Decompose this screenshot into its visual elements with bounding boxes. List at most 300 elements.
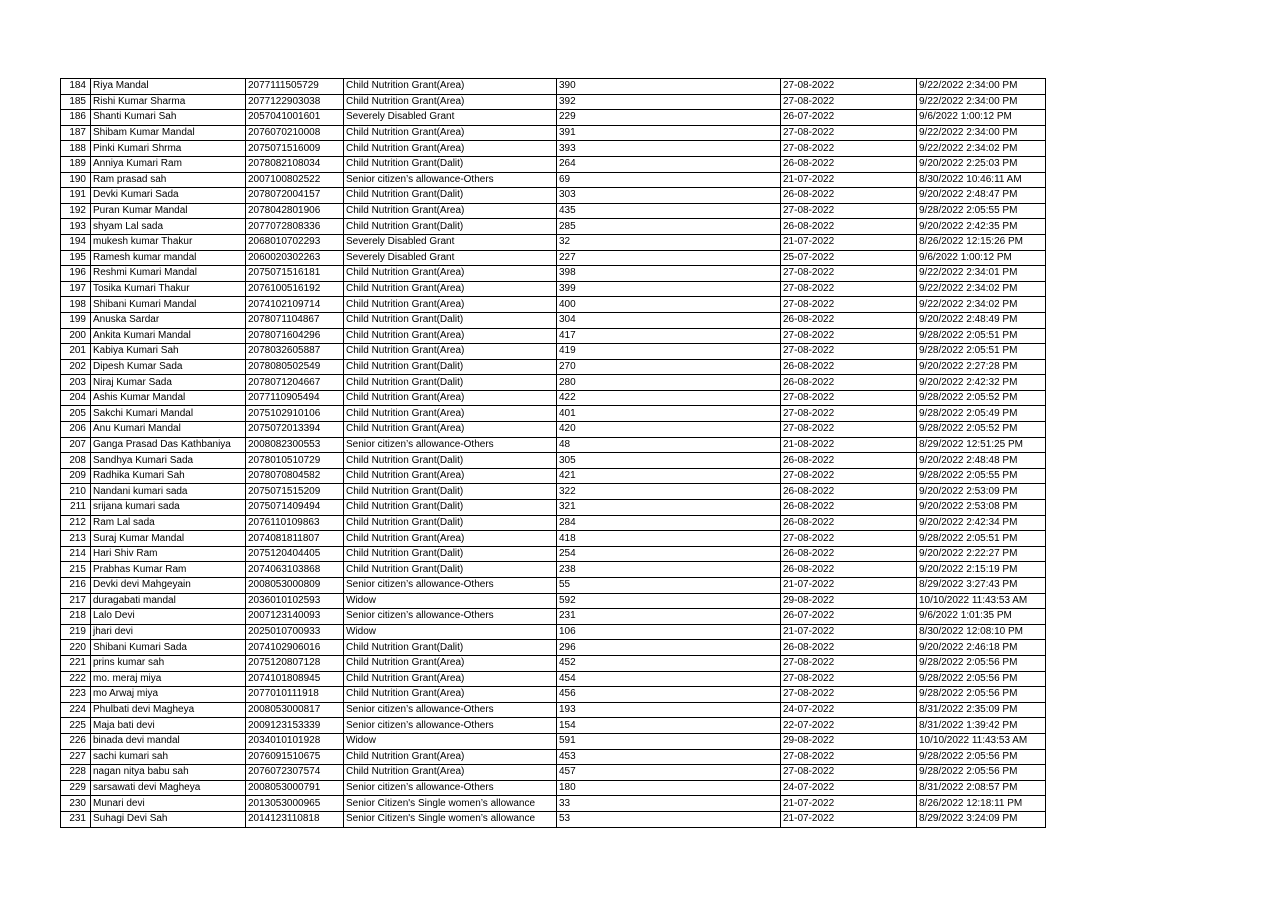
program-cell: Child Nutrition Grant(Area): [344, 141, 557, 157]
timestamp-cell: 10/10/2022 11:43:53 AM: [917, 733, 1046, 749]
program-cell: Child Nutrition Grant(Area): [344, 297, 557, 313]
serial-number-cell: 222: [61, 671, 91, 687]
amount-cell: 422: [557, 390, 781, 406]
amount-cell: 392: [557, 94, 781, 110]
id-number-cell: 2074102109714: [246, 297, 344, 313]
name-cell: Suraj Kumar Mandal: [91, 531, 246, 547]
id-number-cell: 2076110109863: [246, 515, 344, 531]
program-cell: Child Nutrition Grant(Area): [344, 749, 557, 765]
timestamp-cell: 9/28/2022 2:05:56 PM: [917, 655, 1046, 671]
table-row: [61, 110, 1046, 126]
name-cell: Anuska Sardar: [91, 312, 246, 328]
timestamp-cell: 9/28/2022 2:05:56 PM: [917, 765, 1046, 781]
name-cell: Ashis Kumar Mandal: [91, 390, 246, 406]
timestamp-cell: 9/22/2022 2:34:00 PM: [917, 79, 1046, 95]
amount-cell: 227: [557, 250, 781, 266]
program-cell: Child Nutrition Grant(Area): [344, 687, 557, 703]
table-row: [61, 765, 1046, 781]
id-number-cell: 2075120807128: [246, 655, 344, 671]
serial-number-cell: 202: [61, 359, 91, 375]
data-table: [60, 78, 1046, 828]
name-cell: Shibani Kumari Mandal: [91, 297, 246, 313]
program-cell: Senior citizen’s allowance-Others: [344, 437, 557, 453]
serial-number-cell: 208: [61, 453, 91, 469]
serial-number-cell: 225: [61, 718, 91, 734]
serial-number-cell: 189: [61, 156, 91, 172]
table-row: [61, 312, 1046, 328]
name-cell: Phulbati devi Magheya: [91, 702, 246, 718]
table-body: [61, 79, 1046, 828]
amount-cell: 48: [557, 437, 781, 453]
table-row: [61, 406, 1046, 422]
serial-number-cell: 231: [61, 811, 91, 827]
name-cell: Shanti Kumari Sah: [91, 110, 246, 126]
serial-number-cell: 197: [61, 281, 91, 297]
amount-cell: 321: [557, 500, 781, 516]
table-row: [61, 297, 1046, 313]
program-cell: Widow: [344, 624, 557, 640]
timestamp-cell: 8/29/2022 3:24:09 PM: [917, 811, 1046, 827]
serial-number-cell: 203: [61, 375, 91, 391]
timestamp-cell: 9/20/2022 2:46:18 PM: [917, 640, 1046, 656]
table-row: [61, 749, 1046, 765]
name-cell: mo. meraj miya: [91, 671, 246, 687]
program-cell: Senior citizen’s allowance-Others: [344, 609, 557, 625]
name-cell: Radhika Kumari Sah: [91, 468, 246, 484]
date-cell: 27-08-2022: [781, 671, 917, 687]
timestamp-cell: 8/30/2022 10:46:11 AM: [917, 172, 1046, 188]
date-cell: 26-08-2022: [781, 359, 917, 375]
table-row: [61, 453, 1046, 469]
date-cell: 27-08-2022: [781, 655, 917, 671]
name-cell: Ram Lal sada: [91, 515, 246, 531]
timestamp-cell: 9/22/2022 2:34:00 PM: [917, 125, 1046, 141]
name-cell: Dipesh Kumar Sada: [91, 359, 246, 375]
program-cell: Child Nutrition Grant(Dalit): [344, 515, 557, 531]
amount-cell: 453: [557, 749, 781, 765]
timestamp-cell: 8/30/2022 12:08:10 PM: [917, 624, 1046, 640]
amount-cell: 33: [557, 796, 781, 812]
name-cell: Shibam Kumar Mandal: [91, 125, 246, 141]
name-cell: mukesh kumar Thakur: [91, 234, 246, 250]
program-cell: Child Nutrition Grant(Area): [344, 671, 557, 687]
program-cell: Child Nutrition Grant(Area): [344, 344, 557, 360]
name-cell: Puran Kumar Mandal: [91, 203, 246, 219]
program-cell: Child Nutrition Grant(Dalit): [344, 453, 557, 469]
serial-number-cell: 200: [61, 328, 91, 344]
program-cell: Senior citizen’s allowance-Others: [344, 718, 557, 734]
serial-number-cell: 212: [61, 515, 91, 531]
id-number-cell: 2008053000809: [246, 578, 344, 594]
table-row: [61, 250, 1046, 266]
date-cell: 26-08-2022: [781, 546, 917, 562]
amount-cell: 264: [557, 156, 781, 172]
id-number-cell: 2007123140093: [246, 609, 344, 625]
table-row: [61, 578, 1046, 594]
timestamp-cell: 9/20/2022 2:48:47 PM: [917, 188, 1046, 204]
id-number-cell: 2014123110818: [246, 811, 344, 827]
program-cell: Senior citizen’s allowance-Others: [344, 172, 557, 188]
name-cell: jhari devi: [91, 624, 246, 640]
date-cell: 26-08-2022: [781, 188, 917, 204]
date-cell: 26-08-2022: [781, 515, 917, 531]
date-cell: 21-07-2022: [781, 578, 917, 594]
name-cell: Hari Shiv Ram: [91, 546, 246, 562]
amount-cell: 270: [557, 359, 781, 375]
date-cell: 24-07-2022: [781, 780, 917, 796]
id-number-cell: 2008082300553: [246, 437, 344, 453]
amount-cell: 303: [557, 188, 781, 204]
name-cell: binada devi mandal: [91, 733, 246, 749]
serial-number-cell: 207: [61, 437, 91, 453]
id-number-cell: 2078071204667: [246, 375, 344, 391]
amount-cell: 391: [557, 125, 781, 141]
table-row: [61, 141, 1046, 157]
amount-cell: 421: [557, 468, 781, 484]
table-row: [61, 266, 1046, 282]
table-row: [61, 484, 1046, 500]
id-number-cell: 2068010702293: [246, 234, 344, 250]
timestamp-cell: 9/28/2022 2:05:56 PM: [917, 687, 1046, 703]
amount-cell: 285: [557, 219, 781, 235]
table-row: [61, 609, 1046, 625]
date-cell: 27-08-2022: [781, 406, 917, 422]
table-row: [61, 359, 1046, 375]
serial-number-cell: 205: [61, 406, 91, 422]
name-cell: duragabati mandal: [91, 593, 246, 609]
name-cell: Kabiya Kumari Sah: [91, 344, 246, 360]
serial-number-cell: 224: [61, 702, 91, 718]
program-cell: Child Nutrition Grant(Area): [344, 266, 557, 282]
name-cell: Reshmi Kumari Mandal: [91, 266, 246, 282]
timestamp-cell: 9/28/2022 2:05:55 PM: [917, 468, 1046, 484]
amount-cell: 280: [557, 375, 781, 391]
date-cell: 26-08-2022: [781, 375, 917, 391]
program-cell: Child Nutrition Grant(Area): [344, 94, 557, 110]
amount-cell: 457: [557, 765, 781, 781]
serial-number-cell: 228: [61, 765, 91, 781]
id-number-cell: 2077072808336: [246, 219, 344, 235]
amount-cell: 417: [557, 328, 781, 344]
serial-number-cell: 198: [61, 297, 91, 313]
date-cell: 27-08-2022: [781, 687, 917, 703]
serial-number-cell: 185: [61, 94, 91, 110]
date-cell: 27-08-2022: [781, 141, 917, 157]
program-cell: Child Nutrition Grant(Dalit): [344, 156, 557, 172]
serial-number-cell: 188: [61, 141, 91, 157]
id-number-cell: 2078042801906: [246, 203, 344, 219]
date-cell: 21-07-2022: [781, 624, 917, 640]
amount-cell: 322: [557, 484, 781, 500]
serial-number-cell: 209: [61, 468, 91, 484]
id-number-cell: 2078080502549: [246, 359, 344, 375]
name-cell: Suhagi Devi Sah: [91, 811, 246, 827]
program-cell: Child Nutrition Grant(Area): [344, 328, 557, 344]
timestamp-cell: 9/28/2022 2:05:49 PM: [917, 406, 1046, 422]
date-cell: 21-07-2022: [781, 811, 917, 827]
amount-cell: 400: [557, 297, 781, 313]
id-number-cell: 2074101808945: [246, 671, 344, 687]
id-number-cell: 2074102906016: [246, 640, 344, 656]
timestamp-cell: 9/20/2022 2:27:28 PM: [917, 359, 1046, 375]
table-row: [61, 640, 1046, 656]
timestamp-cell: 9/20/2022 2:25:03 PM: [917, 156, 1046, 172]
id-number-cell: 2076072307574: [246, 765, 344, 781]
name-cell: Ankita Kumari Mandal: [91, 328, 246, 344]
amount-cell: 69: [557, 172, 781, 188]
program-cell: Child Nutrition Grant(Area): [344, 468, 557, 484]
program-cell: Severely Disabled Grant: [344, 250, 557, 266]
date-cell: 21-08-2022: [781, 437, 917, 453]
id-number-cell: 2075071515209: [246, 484, 344, 500]
date-cell: 26-08-2022: [781, 219, 917, 235]
table-row: [61, 546, 1046, 562]
amount-cell: 53: [557, 811, 781, 827]
amount-cell: 32: [557, 234, 781, 250]
amount-cell: 55: [557, 578, 781, 594]
date-cell: 27-08-2022: [781, 94, 917, 110]
serial-number-cell: 206: [61, 422, 91, 438]
id-number-cell: 2077110905494: [246, 390, 344, 406]
date-cell: 27-08-2022: [781, 328, 917, 344]
date-cell: 26-08-2022: [781, 156, 917, 172]
table-row: [61, 172, 1046, 188]
id-number-cell: 2060020302263: [246, 250, 344, 266]
serial-number-cell: 191: [61, 188, 91, 204]
program-cell: Child Nutrition Grant(Dalit): [344, 546, 557, 562]
serial-number-cell: 192: [61, 203, 91, 219]
serial-number-cell: 187: [61, 125, 91, 141]
amount-cell: 435: [557, 203, 781, 219]
program-cell: Senior Citizen's Single women’s allowance: [344, 796, 557, 812]
id-number-cell: 2078082108034: [246, 156, 344, 172]
id-number-cell: 2075120404405: [246, 546, 344, 562]
program-cell: Child Nutrition Grant(Dalit): [344, 219, 557, 235]
serial-number-cell: 193: [61, 219, 91, 235]
amount-cell: 254: [557, 546, 781, 562]
program-cell: Child Nutrition Grant(Area): [344, 531, 557, 547]
serial-number-cell: 216: [61, 578, 91, 594]
timestamp-cell: 8/31/2022 2:08:57 PM: [917, 780, 1046, 796]
id-number-cell: 2077122903038: [246, 94, 344, 110]
table-row: [61, 531, 1046, 547]
table-row: [61, 562, 1046, 578]
timestamp-cell: 9/28/2022 2:05:52 PM: [917, 422, 1046, 438]
date-cell: 27-08-2022: [781, 344, 917, 360]
id-number-cell: 2078071604296: [246, 328, 344, 344]
amount-cell: 420: [557, 422, 781, 438]
date-cell: 27-08-2022: [781, 531, 917, 547]
date-cell: 27-08-2022: [781, 749, 917, 765]
table-row: [61, 281, 1046, 297]
timestamp-cell: 9/20/2022 2:42:35 PM: [917, 219, 1046, 235]
id-number-cell: 2076070210008: [246, 125, 344, 141]
date-cell: 26-07-2022: [781, 110, 917, 126]
timestamp-cell: 9/6/2022 1:00:12 PM: [917, 110, 1046, 126]
amount-cell: 452: [557, 655, 781, 671]
serial-number-cell: 211: [61, 500, 91, 516]
date-cell: 26-08-2022: [781, 640, 917, 656]
id-number-cell: 2013053000965: [246, 796, 344, 812]
table-row: [61, 780, 1046, 796]
amount-cell: 304: [557, 312, 781, 328]
program-cell: Child Nutrition Grant(Dalit): [344, 562, 557, 578]
table-row: [61, 203, 1046, 219]
amount-cell: 399: [557, 281, 781, 297]
serial-number-cell: 219: [61, 624, 91, 640]
id-number-cell: 2036010102593: [246, 593, 344, 609]
timestamp-cell: 9/20/2022 2:53:08 PM: [917, 500, 1046, 516]
timestamp-cell: 9/28/2022 2:05:51 PM: [917, 344, 1046, 360]
program-cell: Severely Disabled Grant: [344, 110, 557, 126]
table-row: [61, 156, 1046, 172]
id-number-cell: 2007100802522: [246, 172, 344, 188]
timestamp-cell: 9/28/2022 2:05:51 PM: [917, 328, 1046, 344]
program-cell: Senior citizen’s allowance-Others: [344, 780, 557, 796]
amount-cell: 193: [557, 702, 781, 718]
id-number-cell: 2008053000791: [246, 780, 344, 796]
date-cell: 27-08-2022: [781, 125, 917, 141]
program-cell: Child Nutrition Grant(Area): [344, 406, 557, 422]
id-number-cell: 2075071516181: [246, 266, 344, 282]
date-cell: 26-08-2022: [781, 453, 917, 469]
id-number-cell: 2076091510675: [246, 749, 344, 765]
serial-number-cell: 184: [61, 79, 91, 95]
timestamp-cell: 8/31/2022 2:35:09 PM: [917, 702, 1046, 718]
amount-cell: 284: [557, 515, 781, 531]
id-number-cell: 2074063103868: [246, 562, 344, 578]
name-cell: Pinki Kumari Shrma: [91, 141, 246, 157]
timestamp-cell: 9/28/2022 2:05:55 PM: [917, 203, 1046, 219]
name-cell: nagan nitya babu sah: [91, 765, 246, 781]
name-cell: Ganga Prasad Das Kathbaniya: [91, 437, 246, 453]
serial-number-cell: 201: [61, 344, 91, 360]
table-row: [61, 811, 1046, 827]
name-cell: sarsawati devi Magheya: [91, 780, 246, 796]
name-cell: Nandani kumari sada: [91, 484, 246, 500]
name-cell: Rishi Kumar Sharma: [91, 94, 246, 110]
id-number-cell: 2078071104867: [246, 312, 344, 328]
id-number-cell: 2075071409494: [246, 500, 344, 516]
program-cell: Senior citizen’s allowance-Others: [344, 702, 557, 718]
id-number-cell: 2078032605887: [246, 344, 344, 360]
timestamp-cell: 9/22/2022 2:34:01 PM: [917, 266, 1046, 282]
timestamp-cell: 9/28/2022 2:05:56 PM: [917, 749, 1046, 765]
timestamp-cell: 9/22/2022 2:34:02 PM: [917, 281, 1046, 297]
id-number-cell: 2075072013394: [246, 422, 344, 438]
timestamp-cell: 9/20/2022 2:48:49 PM: [917, 312, 1046, 328]
serial-number-cell: 199: [61, 312, 91, 328]
program-cell: Child Nutrition Grant(Area): [344, 203, 557, 219]
program-cell: Child Nutrition Grant(Dalit): [344, 640, 557, 656]
program-cell: Child Nutrition Grant(Area): [344, 281, 557, 297]
id-number-cell: 2008053000817: [246, 702, 344, 718]
date-cell: 29-08-2022: [781, 593, 917, 609]
date-cell: 29-08-2022: [781, 733, 917, 749]
name-cell: Maja bati devi: [91, 718, 246, 734]
table-row: [61, 671, 1046, 687]
serial-number-cell: 220: [61, 640, 91, 656]
serial-number-cell: 190: [61, 172, 91, 188]
serial-number-cell: 226: [61, 733, 91, 749]
table-row: [61, 500, 1046, 516]
amount-cell: 592: [557, 593, 781, 609]
amount-cell: 231: [557, 609, 781, 625]
id-number-cell: 2077010111918: [246, 687, 344, 703]
timestamp-cell: 8/29/2022 12:51:25 PM: [917, 437, 1046, 453]
timestamp-cell: 9/20/2022 2:48:48 PM: [917, 453, 1046, 469]
date-cell: 24-07-2022: [781, 702, 917, 718]
program-cell: Child Nutrition Grant(Area): [344, 125, 557, 141]
timestamp-cell: 10/10/2022 11:43:53 AM: [917, 593, 1046, 609]
table-row: [61, 234, 1046, 250]
name-cell: Lalo Devi: [91, 609, 246, 625]
amount-cell: 229: [557, 110, 781, 126]
name-cell: shyam Lal sada: [91, 219, 246, 235]
program-cell: Child Nutrition Grant(Dalit): [344, 312, 557, 328]
id-number-cell: 2074081811807: [246, 531, 344, 547]
program-cell: Child Nutrition Grant(Dalit): [344, 359, 557, 375]
date-cell: 27-08-2022: [781, 281, 917, 297]
table-row: [61, 733, 1046, 749]
amount-cell: 305: [557, 453, 781, 469]
name-cell: prins kumar sah: [91, 655, 246, 671]
date-cell: 22-07-2022: [781, 718, 917, 734]
program-cell: Widow: [344, 733, 557, 749]
amount-cell: 398: [557, 266, 781, 282]
serial-number-cell: 215: [61, 562, 91, 578]
amount-cell: 419: [557, 344, 781, 360]
program-cell: Senior citizen’s allowance-Others: [344, 578, 557, 594]
id-number-cell: 2075071516009: [246, 141, 344, 157]
amount-cell: 456: [557, 687, 781, 703]
date-cell: 27-08-2022: [781, 203, 917, 219]
name-cell: Ramesh kumar mandal: [91, 250, 246, 266]
name-cell: Riya Mandal: [91, 79, 246, 95]
table-row: [61, 79, 1046, 95]
amount-cell: 454: [557, 671, 781, 687]
name-cell: Shibani Kumari Sada: [91, 640, 246, 656]
serial-number-cell: 218: [61, 609, 91, 625]
program-cell: Widow: [344, 593, 557, 609]
id-number-cell: 2078010510729: [246, 453, 344, 469]
timestamp-cell: 9/20/2022 2:53:09 PM: [917, 484, 1046, 500]
serial-number-cell: 214: [61, 546, 91, 562]
timestamp-cell: 9/6/2022 1:00:12 PM: [917, 250, 1046, 266]
date-cell: 21-07-2022: [781, 172, 917, 188]
date-cell: 27-08-2022: [781, 297, 917, 313]
date-cell: 26-08-2022: [781, 562, 917, 578]
serial-number-cell: 227: [61, 749, 91, 765]
program-cell: Child Nutrition Grant(Area): [344, 655, 557, 671]
table-row: [61, 219, 1046, 235]
serial-number-cell: 186: [61, 110, 91, 126]
timestamp-cell: 9/20/2022 2:22:27 PM: [917, 546, 1046, 562]
table-row: [61, 188, 1046, 204]
timestamp-cell: 9/28/2022 2:05:52 PM: [917, 390, 1046, 406]
program-cell: Child Nutrition Grant(Dalit): [344, 188, 557, 204]
table-row: [61, 687, 1046, 703]
serial-number-cell: 196: [61, 266, 91, 282]
name-cell: mo Arwaj miya: [91, 687, 246, 703]
date-cell: 27-08-2022: [781, 468, 917, 484]
name-cell: Niraj Kumar Sada: [91, 375, 246, 391]
date-cell: 27-08-2022: [781, 79, 917, 95]
name-cell: srijana kumari sada: [91, 500, 246, 516]
timestamp-cell: 9/20/2022 2:15:19 PM: [917, 562, 1046, 578]
serial-number-cell: 223: [61, 687, 91, 703]
name-cell: sachi kumari sah: [91, 749, 246, 765]
